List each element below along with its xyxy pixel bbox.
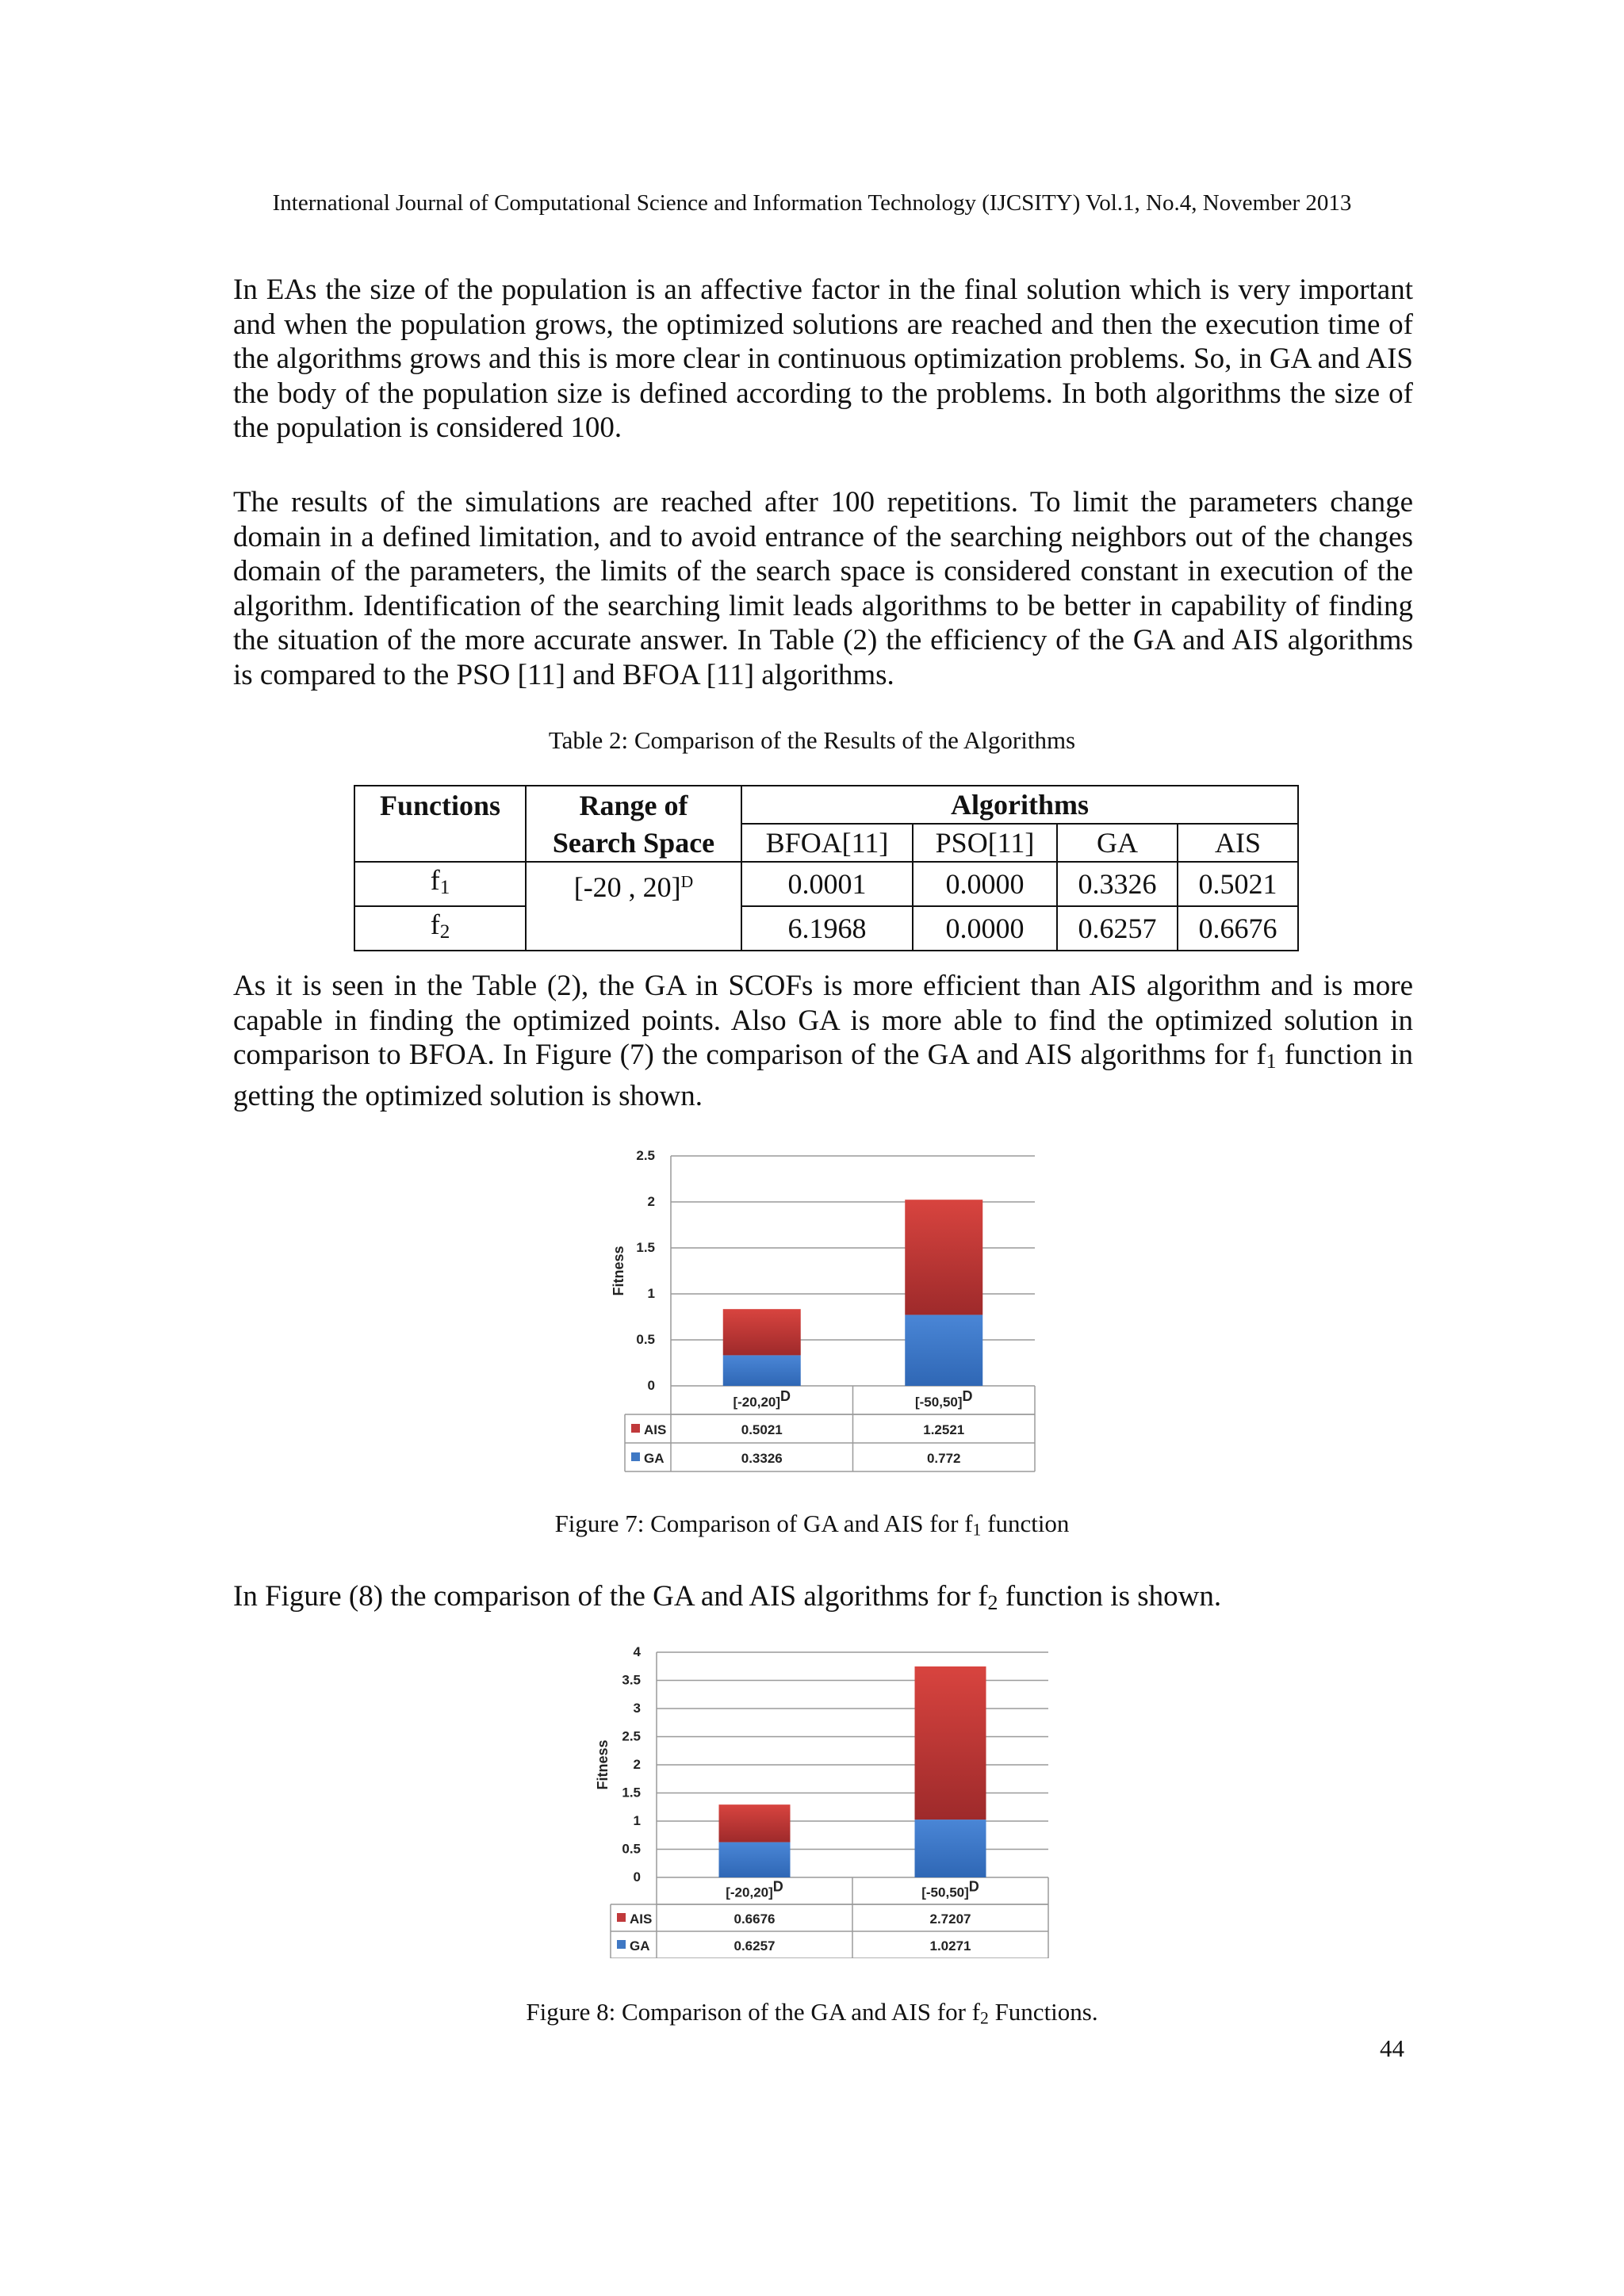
y-axis-label: Fitness (595, 1739, 611, 1790)
paragraph-discussion: As it is seen in the Table (2), the GA in SCOFs is more efficient than AIS algorithm and is more capable in finding the optimized points. Also GA is more able to find the optimized solution in comparison to BFOA. In Figure (7) the comparison of the GA and AIS algorithms for $f_1$ function in getting the optimized solution is shown. (233, 970, 1413, 1112)
header-ais: AIS (1178, 824, 1298, 862)
y-tick-label: 1.5 (636, 1240, 655, 1255)
row-f2-bfoa: 6.1968 (741, 906, 913, 951)
data-label-ais: 2.7207 (929, 1911, 971, 1927)
figure8-caption: Figure 8: Comparison of the GA and AIS for $f_2$ Functions. (526, 1998, 1098, 2028)
x-category-label: [-20,20]D (726, 1878, 783, 1900)
y-axis-label: Fitness (611, 1246, 626, 1296)
legend-label-ga: GA (644, 1451, 665, 1467)
legend-swatch-ais (617, 1913, 626, 1922)
header-ga: GA (1057, 824, 1178, 862)
header-range-line1: Range of (526, 786, 741, 824)
row-f2-pso: 0.0000 (913, 906, 1057, 951)
row-f1-bfoa: 0.0001 (741, 862, 913, 906)
header-bfoa: BFOA[11] (741, 824, 913, 862)
figure8-chart (587, 1641, 1063, 1958)
data-label-ais: 0.5021 (741, 1422, 783, 1438)
bar-ais (915, 1667, 986, 1820)
row-f1-ga: 0.3326 (1057, 862, 1178, 906)
paragraph-simulation: The results of the simulations are reached after 100 repetitions. To limit the parameters change domain in a defined limitation, and to avoid entrance of the searching neighbors out of the changes domain of the parameters, the limits of the search space is considered constant in execution of the algorithm. Identification of the searching limit leads algorithms to be better in capability of finding the situation of the more accurate answer. In Table (2) the efficiency of the GA and AIS algorithms is compared to the PSO [11] and BFOA [11] algorithms. (233, 486, 1413, 691)
bar-ga (905, 1314, 982, 1386)
row-f2-ais: 0.6676 (1178, 906, 1298, 951)
data-label-ga: 0.772 (926, 1451, 961, 1467)
x-category-label: [-50,50]D (921, 1878, 979, 1900)
table-caption: Table 2: Comparison of the Results of the Algorithms (548, 726, 1076, 754)
bar-ga (723, 1355, 801, 1386)
y-tick-label: 0 (647, 1378, 655, 1393)
figure7-chart (603, 1142, 1047, 1475)
y-tick-label: 0 (633, 1869, 641, 1885)
bar-ais (905, 1200, 982, 1314)
header-pso: PSO[11] (913, 824, 1057, 862)
results-table (354, 785, 1299, 951)
row-f2-function: $f_2$ (354, 906, 526, 951)
y-tick-label: 3.5 (622, 1672, 641, 1688)
bar-ga (915, 1820, 986, 1877)
header-functions-cont (354, 824, 526, 862)
x-category-label: [-50,50]D (914, 1387, 973, 1410)
y-tick-label: 0.5 (622, 1841, 641, 1857)
legend-label-ais: AIS (630, 1911, 653, 1927)
y-tick-label: 1 (633, 1813, 641, 1828)
figure7-caption: Figure 7: Comparison of GA and AIS for $f_1$ function (554, 1510, 1070, 1540)
bar-ais (723, 1309, 801, 1355)
y-tick-label: 2 (647, 1194, 655, 1209)
data-label-ais: 1.2521 (923, 1422, 965, 1438)
data-label-ga: 1.0271 (929, 1938, 971, 1954)
header-functions: Functions (354, 786, 526, 824)
y-tick-label: 1.5 (622, 1785, 641, 1800)
row-f1-ais: 0.5021 (1178, 862, 1298, 906)
legend-label-ga: GA (630, 1938, 650, 1954)
range-cell: [-20 , 20]$^D$ (526, 862, 741, 906)
page-number: 44 (1380, 2034, 1404, 2062)
y-tick-label: 2 (633, 1757, 641, 1772)
y-tick-label: 3 (633, 1701, 641, 1716)
y-tick-label: 1 (647, 1286, 655, 1301)
x-category-label: [-20,20]D (733, 1387, 791, 1410)
legend-swatch-ga (631, 1452, 640, 1461)
row-f2-ga: 0.6257 (1057, 906, 1178, 951)
paragraph-figure8-intro: In Figure (8) the comparison of the GA and AIS algorithms for $f_2$ function is shown. (233, 1580, 1222, 1615)
header-range-line2: Search Space (526, 824, 741, 862)
data-label-ga: 0.3326 (741, 1451, 783, 1467)
data-label-ais: 0.6676 (733, 1911, 776, 1927)
paragraph-population: In EAs the size of the population is an affective factor in the final solution which is very important and when the population grows, the optimized solutions are reached and then the execution time of the algorithms grows and this is more clear in continuous optimization problems. So, in GA and AIS the body of the population size is defined according to the problems. In both algorithms the size of the population is considered 100. (233, 274, 1413, 444)
y-tick-label: 4 (633, 1644, 641, 1659)
range-cell-cont (526, 906, 741, 951)
row-f1-pso: 0.0000 (913, 862, 1057, 906)
bar-ga (719, 1843, 791, 1877)
legend-swatch-ais (631, 1424, 640, 1433)
data-label-ga: 0.6257 (733, 1938, 776, 1954)
header-algorithms: Algorithms (741, 786, 1298, 824)
y-tick-label: 2.5 (622, 1728, 641, 1744)
legend-swatch-ga (617, 1940, 626, 1949)
journal-header: International Journal of Computational Science and Information Technology (IJCSITY) Vol.1, No.4, November 2013 (272, 190, 1352, 216)
bar-ais (719, 1804, 791, 1842)
row-f1-function: $f_1$ (354, 862, 526, 906)
y-tick-label: 0.5 (636, 1332, 655, 1347)
y-tick-label: 2.5 (636, 1148, 655, 1163)
legend-label-ais: AIS (644, 1422, 667, 1438)
